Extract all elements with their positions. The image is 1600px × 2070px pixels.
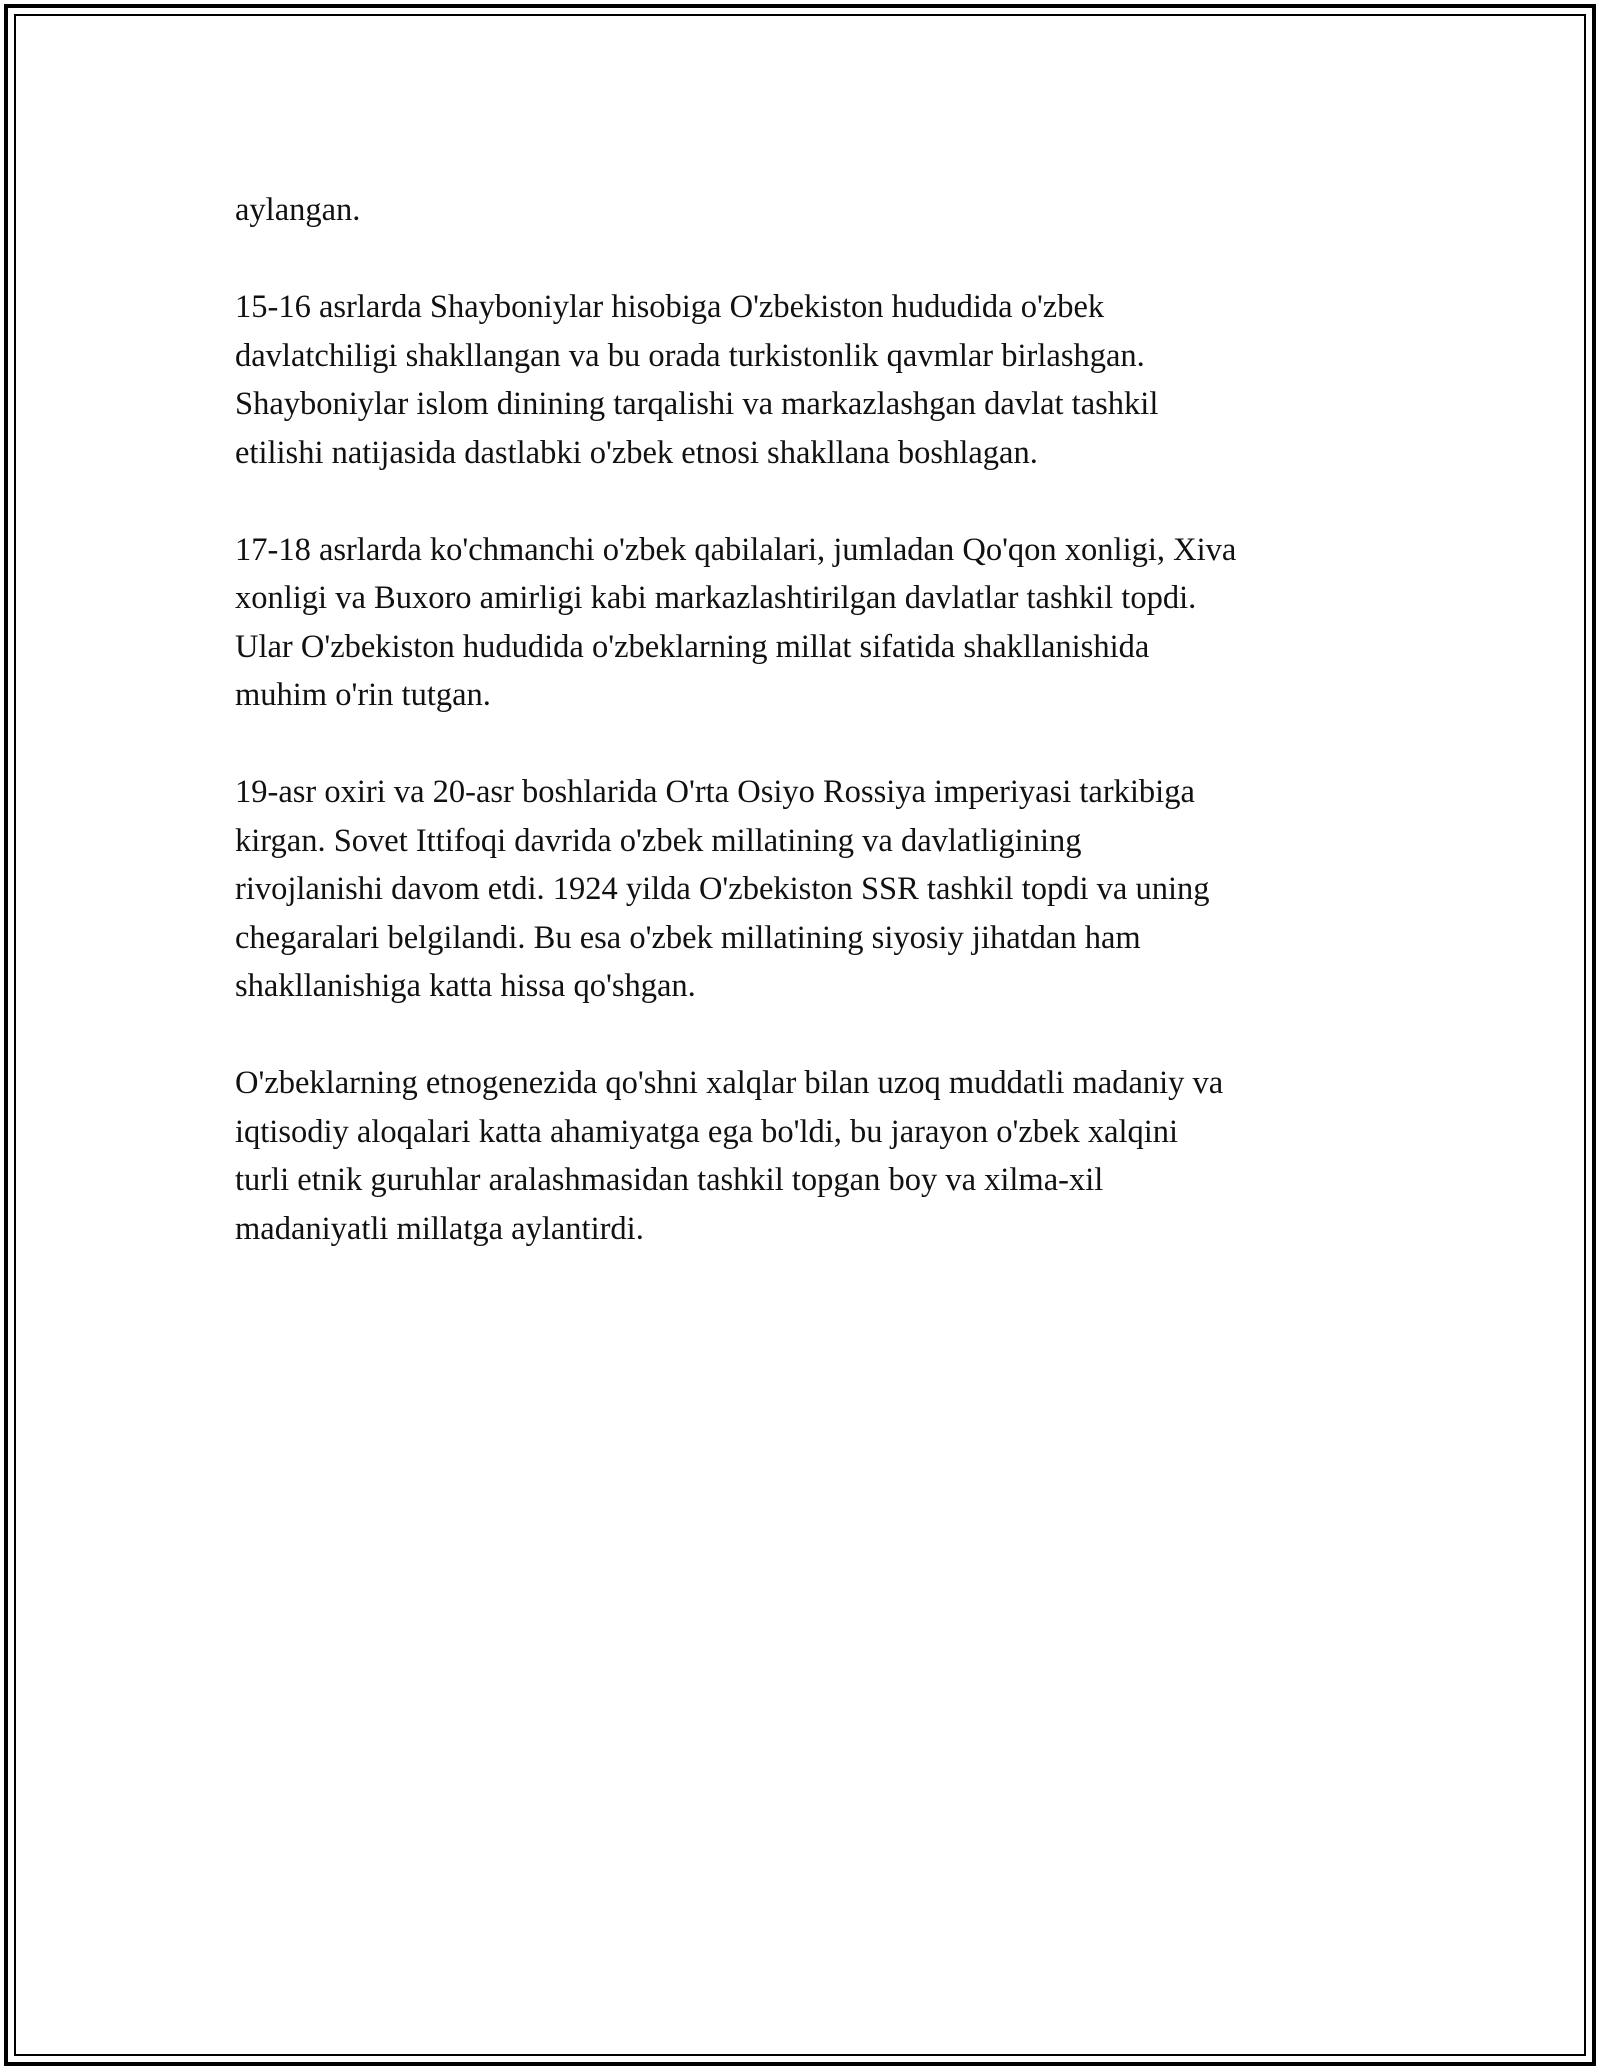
paragraph-continuation: aylangan. [235, 192, 361, 228]
paragraph-shaybanids: 15-16 asrlarda Shayboniylar hisobiga O'zbekiston hududida o'zbek davlatchiligi shakllangan va bu orada turkistonlik qavmlar birlashgan. Shayboniylar islom dinining tarqalishi va markazlashgan davlat tashkil etilishi natijasida dastlabki o'zbek etnosi shakllana boshlagan. [235, 289, 1159, 471]
document-body [235, 186, 1375, 1253]
paragraph-ethnogenesis: O'zbeklarning etnogenezida qo'shni xalqlar bilan uzoq muddatli madaniy va iqtisodiy aloqalari katta ahamiyatga ega bo'ldi, bu jarayon o'zbek xalqini turli etnik guruhlar aralashmasidan tashkil topgan boy va xilma-xil madaniyatli millatga aylantirdi. [235, 1065, 1224, 1247]
paragraph-khanates: 17-18 asrlarda ko'chmanchi o'zbek qabilalari, jumladan Qo'qon xonligi, Xiva xonligi va Buxoro amirligi kabi markazlashtirilgan davlatlar tashkil topdi. Ular O'zbekiston hududida o'zbeklarning millat sifatida shakllanishida muhim o'rin tutgan. [235, 531, 1237, 713]
paragraph-russian-soviet-era: 19-asr oxiri va 20-asr boshlarida O'rta Osiyo Rossiya imperiyasi tarkibiga kirgan. Sovet Ittifoqi davrida o'zbek millatining va davlatligining rivojlanishi davom etdi. 1924 yilda O'zbekiston SSR tashkil topdi va uning chegaralari belgilandi. Bu esa o'zbek millatining siyosiy jihatdan ham shakllanishiga katta hissa qo'shgan. [235, 774, 1210, 1004]
